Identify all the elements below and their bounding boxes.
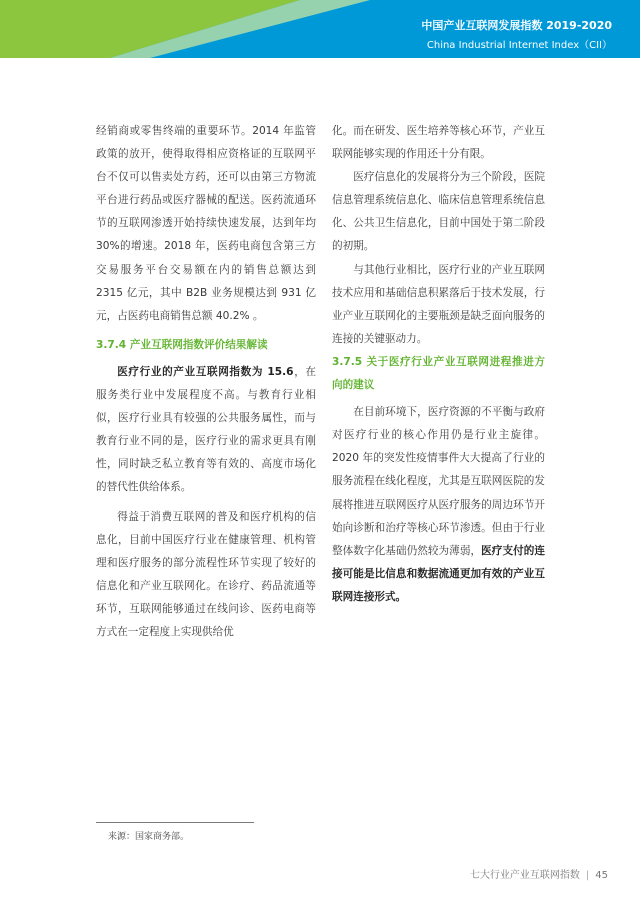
right-paragraph-4 — [332, 401, 545, 609]
right-paragraph-4-text: 在目前环境下，医疗资源的不平衡与政府对医疗行业的核心作用仍是行业主旋律。2020 年的突发性疫情事件大大提高了行业的服务流程在线化程度，尤其是互联网医院的发展将推进互联网医疗从医疗服务的周边环节开始向诊断和治疗等核心环节渗透。但由于行业整体数字化基础仍然较为薄弱， — [332, 406, 545, 557]
section-heading-3-7-5: 3.7.5 关于医疗行业产业互联网进程推进方向的建议 — [332, 355, 545, 392]
left-paragraph-2-text: ，在服务类行业中发展程度不高。与教育行业相似，医疗行业具有较强的公共服务属性，而与教育行业不同的是，医疗行业的需求更具有刚性，同时缺乏私立教育等有效的、高度市场化的替代性供给体系。 — [96, 365, 317, 494]
left-column — [96, 120, 316, 644]
footnote-divider — [96, 822, 254, 823]
header-subtitle: China Industrial Internet Index（CII） — [426, 40, 612, 51]
left-paragraph-1: 经销商或零售终端的重要环节。2014 年监管政策的放开，使得取得相应资格证的互联网平台不仅可以售卖处方药，还可以由第三方物流平台进行药品或医疗器械的配送。医药流通环节的互联网渗透开始持续快速发展，达到年均 30%的增速。2018 年，医药电商包含第三方交易服务平台交易额在内的销售总额达到 2315 亿元，其中 B2B 业务规模达到 931 亿元，占医药电商销售总额 40.2% 。 — [96, 125, 316, 322]
footer-separator: | — [585, 870, 590, 881]
right-paragraph-4-emphasis: 医疗支付的连接可能是比信息和数据流通更加有效的产业互联网连接形式。 — [332, 544, 545, 603]
footnote: 来源：国家商务部。 — [108, 832, 190, 842]
header-banner — [0, 0, 640, 58]
footer-section-title: 七大行业产业互联网指数 — [469, 870, 580, 881]
right-column — [332, 120, 545, 609]
right-paragraph-2: 医疗信息化的发展将分为三个阶段，医院信息管理系统信息化、临床信息管理系统信息化、公共卫生信息化，目前中国处于第二阶段的初期。 — [332, 171, 545, 253]
header-title: 中国产业互联网发展指数 2019-2020 — [421, 19, 612, 32]
right-paragraph-1: 化。而在研发、医生培养等核心环节，产业互联网能够实现的作用还十分有限。 — [332, 125, 545, 161]
section-heading-3-7-4: 3.7.4 产业互联网指数评价结果解读 — [96, 338, 268, 351]
left-paragraph-2-emphasis: 医疗行业的产业互联网指数为 15.6 — [117, 365, 294, 378]
right-paragraph-3: 与其他行业相比，医疗行业的产业互联网技术应用和基础信息积累落后于技术发展，行业产业互联网化的主要瓶颈是缺乏面向服务的连接的关键驱动力。 — [332, 263, 545, 345]
page-footer — [470, 866, 608, 881]
left-paragraph-2 — [96, 361, 316, 500]
left-paragraph-3: 得益于消费互联网的普及和医疗机构的信息化，目前中国医疗行业在健康管理、机构管理和医疗服务的部分流程性环节实现了较好的信息化和产业互联网化。在诊疗、药品流通等环节，互联网能够通过在线问诊、医药电商等方式在一定程度上实现供给优 — [96, 510, 316, 638]
page-number: 45 — [595, 870, 608, 881]
